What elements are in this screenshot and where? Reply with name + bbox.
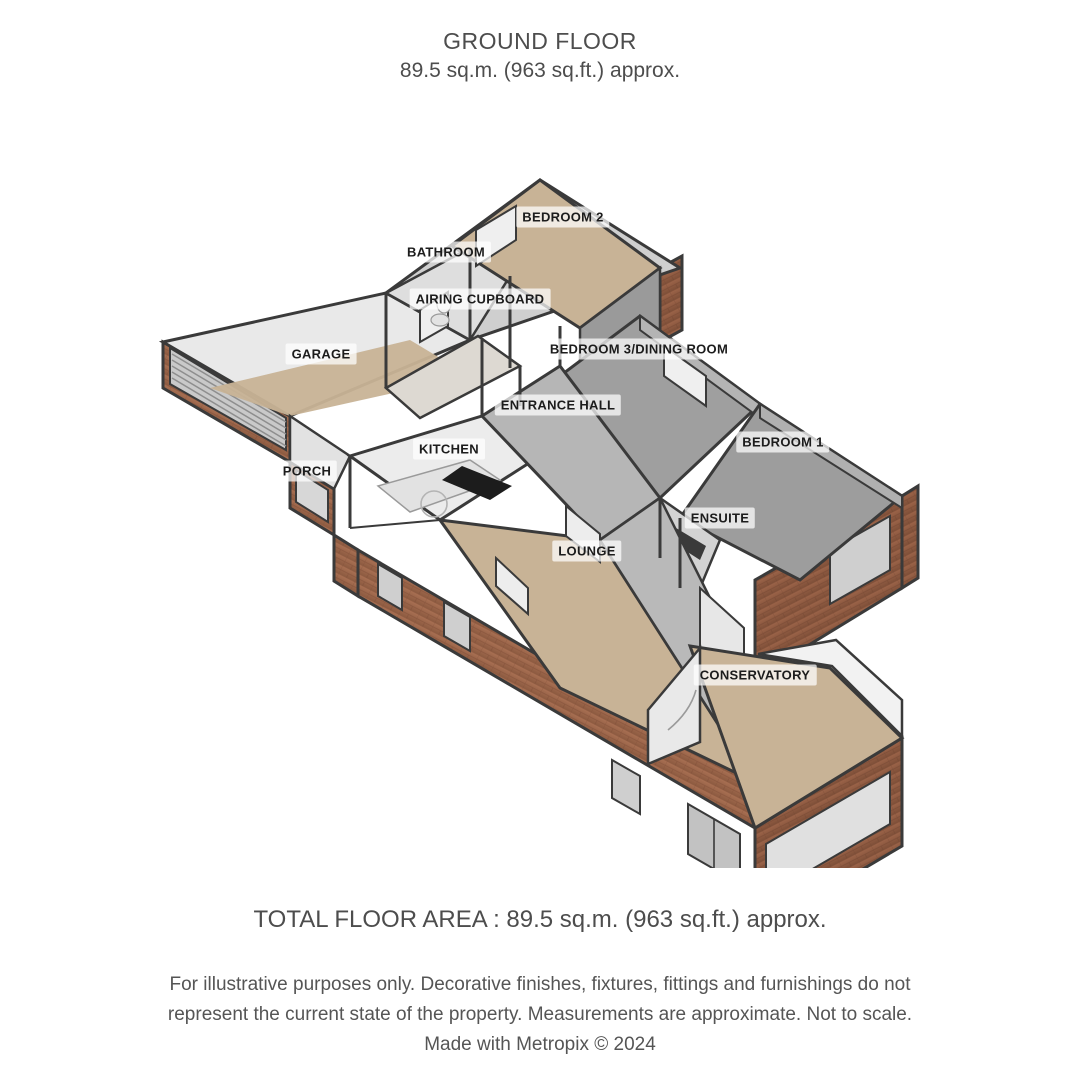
- page-title: GROUND FLOOR: [443, 28, 637, 54]
- room-label-lounge: LOUNGE: [552, 541, 621, 562]
- room-label-conservatory: CONSERVATORY: [694, 665, 817, 686]
- page-subtitle: 89.5 sq.m. (963 sq.ft.) approx.: [399, 59, 681, 82]
- disclaimer-credit: Made with Metropix © 2024: [424, 1034, 656, 1055]
- room-label-bedroom-2: BEDROOM 2: [516, 207, 609, 228]
- room-label-entrance-hall: ENTRANCE HALL: [495, 395, 621, 416]
- room-label-bathroom: BATHROOM: [401, 242, 491, 263]
- room-label-airing-cupboard: AIRING CUPBOARD: [410, 289, 551, 310]
- total-floor-area: TOTAL FLOOR AREA : 89.5 sq.m. (963 sq.ft.) approx.: [253, 906, 827, 933]
- plan-header: [0, 26, 1080, 86]
- room-label-porch: PORCH: [277, 461, 337, 482]
- floorplan-svg: [0, 88, 1080, 868]
- room-label-garage: GARAGE: [286, 344, 357, 365]
- room-label-kitchen: KITCHEN: [413, 439, 485, 460]
- floorplan-illustration: [0, 88, 1080, 868]
- room-label-bedroom-1: BEDROOM 1: [736, 432, 829, 453]
- disclaimer: [0, 970, 1080, 1060]
- disclaimer-line-1: For illustrative purposes only. Decorative finishes, fixtures, fittings and furnishings do not: [169, 974, 911, 995]
- room-label-ensuite: ENSUITE: [685, 508, 755, 529]
- disclaimer-line-2: represent the current state of the property. Measurements are approximate. Not to scale.: [167, 1004, 913, 1025]
- room-label-bedroom-3-dining: BEDROOM 3/DINING ROOM: [544, 339, 734, 360]
